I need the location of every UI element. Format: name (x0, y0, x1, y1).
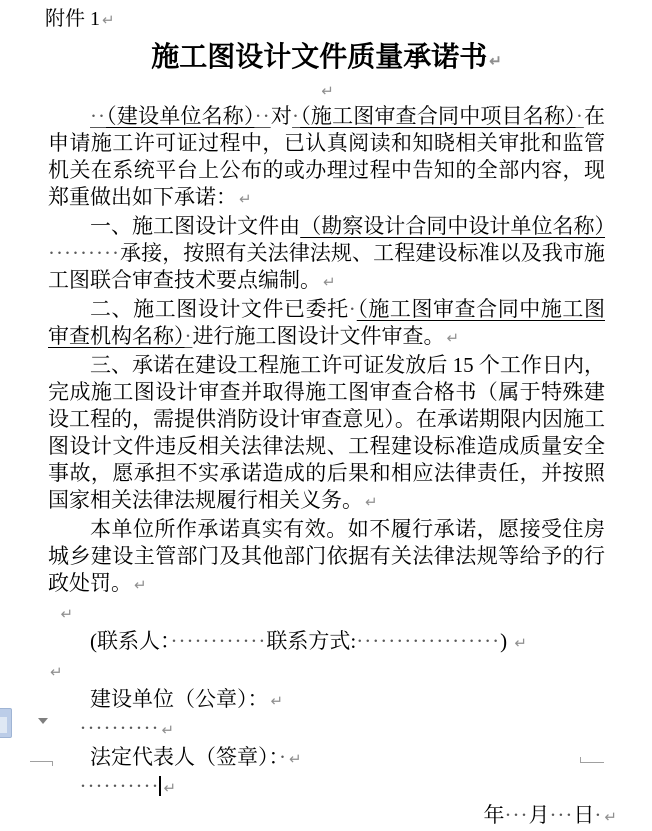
space-dots: ············ (170, 629, 267, 653)
text-run: 三、承诺在建设工程施工许可证发放后 15 个工作日内，完成施工图设计审查并取得施工图审查合格书（属于特殊建设工程的，需提供消防设计审查意见）。在承诺期限内因施工图设计文件违反相关法律法规、工程建设标准造成质量安全事故，愿承担不实承诺造成的后果和相应法律责任，并按照国家相关法律法规履行相关义务。 (48, 353, 605, 512)
paste-options-button[interactable] (0, 707, 54, 739)
text-run: 月 (528, 803, 550, 827)
paragraph (48, 802, 617, 831)
paragraph (48, 657, 605, 686)
text-run: 一、施工图设计文件由 (90, 214, 301, 238)
pilcrow-mark: ↵ (161, 722, 175, 739)
document-title (48, 38, 605, 81)
paragraph (48, 599, 605, 628)
text-run: 进行施工图设计文件审查。 (192, 324, 445, 348)
pilcrow-mark: ↵ (289, 751, 302, 768)
text-run: ) (500, 629, 513, 653)
space-dots: · (348, 297, 357, 321)
space-dots: · (594, 803, 603, 827)
paragraph (48, 213, 605, 296)
paragraph (48, 715, 605, 744)
pilcrow-mark: ↵ (239, 191, 252, 208)
pilcrow-mark: ↵ (163, 780, 177, 797)
paragraph (48, 516, 605, 599)
text-run: 对 (270, 104, 293, 128)
paragraph (48, 773, 605, 802)
pilcrow-mark: ↵ (60, 606, 74, 623)
space-dots: ·················· (356, 629, 501, 653)
pilcrow-mark: ↵ (323, 274, 336, 291)
space-dots: ··· (504, 803, 529, 827)
text-run: 法定代表人（签章）： (90, 745, 279, 769)
pilcrow-mark: ↵ (270, 693, 284, 710)
document-body (48, 103, 617, 831)
paste-options-icon (0, 708, 12, 738)
pilcrow-mark: ↵ (134, 577, 147, 594)
space-dots: · (292, 104, 301, 128)
text-run: 联系方式: (266, 629, 357, 653)
chevron-down-icon (38, 718, 48, 724)
pilcrow-mark: ↵ (321, 83, 334, 100)
text-boundary-mark-bottom-left (30, 761, 53, 766)
pilcrow-mark: ↵ (365, 494, 378, 511)
space-dots: ·· (254, 104, 271, 128)
underlined-blank-text: （施工图审查合同中施工图审查机构名称） (48, 297, 605, 348)
text-run: (联系人： (90, 629, 171, 653)
text-run: 在申请施工许可证过程中，已认真阅读和知晓相关审批和监管机关在系统平台上公布的或办理过程中告知的全部内容，现郑重做出如下承诺： (48, 104, 606, 209)
space-dots: ·· (90, 104, 106, 128)
paragraph (48, 744, 605, 773)
paragraph (48, 686, 605, 715)
text-boundary-mark-bottom-right (580, 757, 604, 763)
paragraph (48, 628, 605, 657)
space-dots: · (279, 745, 287, 769)
space-dots: ·········· (79, 716, 160, 740)
space-dots: · (575, 104, 584, 128)
text-run: 二、施工图设计文件已委托 (90, 297, 349, 321)
attachment-text: 附件 1 (45, 8, 100, 30)
attachment-label (45, 6, 605, 34)
text-run: 承接，按照有关法律法规、工程建设标准以及我市施工图联合审查技术要点编制。 (48, 241, 605, 292)
paragraph (48, 296, 605, 352)
pilcrow-mark: ↵ (604, 809, 617, 826)
space-dots: · (184, 324, 193, 348)
pilcrow-mark: ↵ (489, 53, 502, 70)
pilcrow-mark: ↵ (446, 330, 460, 347)
text-run: 日 (573, 803, 595, 827)
paragraph (48, 103, 605, 213)
underlined-blank-text: （建设单位名称） (106, 104, 255, 128)
underlined-blank-text: （勘察设计合同中设计单位名称） (300, 214, 606, 238)
pilcrow-mark: ↵ (50, 664, 63, 681)
title-text: 施工图设计文件质量承诺书 (151, 41, 488, 72)
space-dots: ········· (48, 241, 120, 265)
text-run: 本单位所作承诺真实有效。如不履行承诺，愿接受住房城乡建设主管部门及其他部门依据有关法律法规等给予的行政处罚。 (48, 517, 605, 595)
text-run: 年 (483, 803, 505, 827)
paragraph (48, 352, 605, 516)
pilcrow-mark: ↵ (102, 12, 115, 29)
space-dots: ·········· (79, 774, 160, 798)
space-dots: ··· (549, 803, 574, 827)
underlined-blank-text: （施工图审查合同中项目名称） (300, 104, 576, 128)
blank-line (48, 81, 605, 103)
paste-options-icon-inner (0, 717, 7, 733)
text-run: 建设单位（公章）： (90, 687, 269, 711)
pilcrow-mark: ↵ (514, 635, 527, 652)
